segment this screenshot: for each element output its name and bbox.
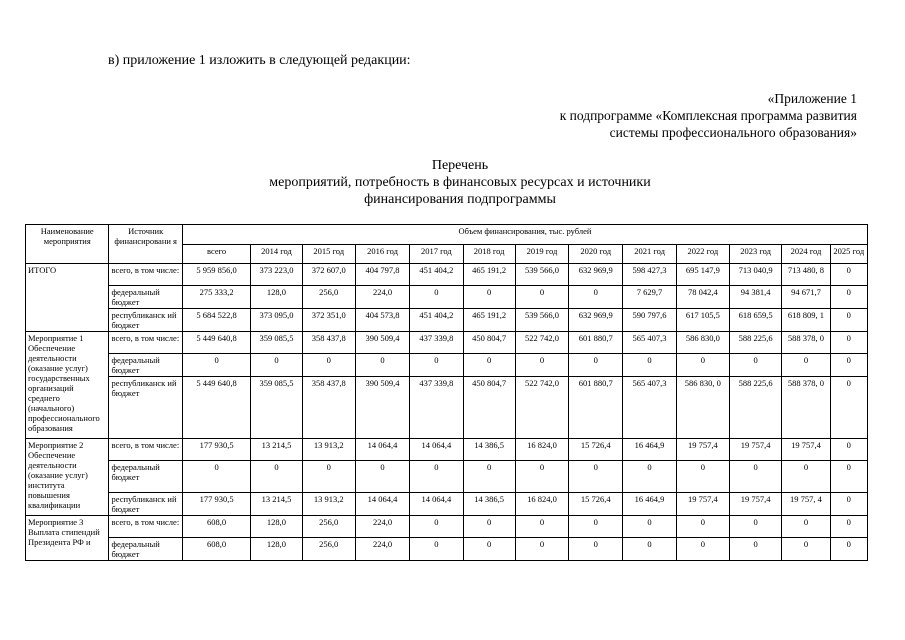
funding-value: 451 404,2 [410,309,463,332]
header-year: 2016 год [355,244,409,264]
funding-value: 0 [782,516,830,538]
appendix-header [437,90,857,141]
funding-value: 14 386,5 [463,493,515,516]
funding-value: 0 [730,538,782,561]
table-row [26,377,868,439]
funding-value: 590 797,6 [623,309,676,332]
funding-value: 565 407,3 [623,377,676,439]
funding-value: 0 [355,354,409,377]
funding-value: 13 214,5 [251,439,302,461]
funding-value: 451 404,2 [410,264,463,286]
funding-value: 0 [569,516,623,538]
header-source: Источник финансировани я [109,225,182,264]
funding-value: 404 797,8 [355,264,409,286]
funding-value: 177 930,5 [182,439,250,461]
funding-value: 586 830, 0 [676,377,729,439]
funding-value: 0 [830,354,867,377]
funding-value: 224,0 [355,286,409,309]
funding-value: 19 757,4 [730,439,782,461]
funding-value: 0 [830,286,867,309]
funding-value: 632 969,9 [569,309,623,332]
funding-value: 177 930,5 [182,493,250,516]
funding-value: 19 757,4 [782,439,830,461]
funding-value: 0 [515,354,568,377]
funding-value: 0 [355,461,409,493]
header-year: 2025 год [830,244,867,264]
funding-value: 14 064,4 [410,493,463,516]
header-year: 2019 год [515,244,568,264]
funding-value: 0 [569,538,623,561]
funding-value: 465 191,2 [463,264,515,286]
funding-value: 0 [782,538,830,561]
funding-value: 0 [730,461,782,493]
funding-value: 0 [623,461,676,493]
funding-value: 608,0 [182,516,250,538]
funding-value: 15 726,4 [569,493,623,516]
funding-value: 632 969,9 [569,264,623,286]
funding-value: 14 064,4 [355,493,409,516]
funding-value: 695 147,9 [676,264,729,286]
table-row [26,264,868,286]
activity-name: Мероприятие 2 Обеспечение деятельности (оказание услуг) института повышения квалификации [26,439,109,516]
funding-value: 0 [515,516,568,538]
funding-value: 0 [782,354,830,377]
title-line-3: финансирования подпрограммы [364,192,556,207]
funding-value: 618 809, 1 [782,309,830,332]
funding-value: 0 [515,461,568,493]
funding-value: 359 085,5 [251,332,302,354]
funding-value: 0 [676,538,729,561]
funding-value: 0 [569,461,623,493]
header-name: Наименование мероприятия [26,225,109,264]
funding-value: 15 726,4 [569,439,623,461]
funding-value: 94 381,4 [730,286,782,309]
funding-value: 5 684 522,8 [182,309,250,332]
funding-value: 13 913,2 [302,439,355,461]
funding-source: всего, в том числе: [109,516,182,538]
funding-source: федеральный бюджет [109,538,182,561]
funding-value: 128,0 [251,538,302,561]
appendix-line-2: к подпрограмме «Комплексная программа развития [559,108,857,123]
activity-name: Мероприятие 3 Выплата стипендий Президента РФ и [26,516,109,561]
header-year: 2022 год [676,244,729,264]
funding-value: 608,0 [182,538,250,561]
funding-value: 601 880,7 [569,332,623,354]
funding-value: 275 333,2 [182,286,250,309]
funding-source: всего, в том числе: [109,264,182,286]
funding-value: 0 [782,461,830,493]
funding-table [25,224,868,561]
title-line-1: Перечень [431,158,489,173]
funding-value: 522 742,0 [515,332,568,354]
header-total: всего [182,244,250,264]
funding-value: 713 480, 8 [782,264,830,286]
funding-value: 0 [410,354,463,377]
header-year: 2020 год [569,244,623,264]
funding-value: 588 225,6 [730,377,782,439]
table-row [26,461,868,493]
title-line-2: мероприятий, потребность в финансовых ресурсах и источники [269,175,651,190]
funding-value: 256,0 [302,286,355,309]
table-row [26,516,868,538]
funding-value: 437 339,8 [410,332,463,354]
funding-value: 0 [463,354,515,377]
funding-value: 0 [676,354,729,377]
funding-value: 0 [676,461,729,493]
funding-value: 16 824,0 [515,439,568,461]
funding-value: 565 407,3 [623,332,676,354]
table-row [26,332,868,354]
funding-value: 0 [830,538,867,561]
funding-value: 16 464,9 [623,439,676,461]
funding-value: 0 [830,309,867,332]
funding-value: 0 [251,354,302,377]
header-year: 2023 год [730,244,782,264]
funding-value: 0 [410,538,463,561]
funding-value: 0 [623,354,676,377]
funding-value: 128,0 [251,516,302,538]
funding-value: 450 804,7 [463,332,515,354]
funding-value: 19 757,4 [730,493,782,516]
funding-value: 358 437,8 [302,332,355,354]
funding-value: 601 880,7 [569,377,623,439]
funding-value: 0 [730,354,782,377]
funding-source: всего, в том числе: [109,439,182,461]
activity-name: Мероприятие 1 Обеспечение деятельности (оказание услуг) государственных организаций среднего (начального) профессионального образования [26,332,109,439]
table-row [26,493,868,516]
funding-value: 588 225,6 [730,332,782,354]
header-volume: Объем финансирования, тыс. рублей [182,225,867,245]
funding-value: 358 437,8 [302,377,355,439]
funding-value: 0 [623,516,676,538]
funding-value: 588 378, 0 [782,377,830,439]
funding-value: 0 [463,538,515,561]
funding-value: 224,0 [355,516,409,538]
funding-source: республиканск ий бюджет [109,493,182,516]
funding-value: 78 042,4 [676,286,729,309]
funding-source: федеральный бюджет [109,461,182,493]
funding-source: федеральный бюджет [109,354,182,377]
funding-value: 0 [730,516,782,538]
funding-value: 0 [302,461,355,493]
header-row [26,225,868,245]
header-year: 2021 год [623,244,676,264]
funding-value: 450 804,7 [463,377,515,439]
funding-value: 617 105,5 [676,309,729,332]
document-title [160,157,760,208]
funding-value: 437 339,8 [410,377,463,439]
funding-value: 0 [623,538,676,561]
funding-value: 14 386,5 [463,439,515,461]
funding-value: 522 742,0 [515,377,568,439]
activity-name: ИТОГО [26,264,109,332]
funding-source: всего, в том числе: [109,332,182,354]
funding-value: 0 [830,264,867,286]
funding-value: 224,0 [355,538,409,561]
header-year: 2018 год [463,244,515,264]
funding-value: 5 449 640,8 [182,377,250,439]
funding-value: 13 913,2 [302,493,355,516]
intro-text: в) приложение 1 изложить в следующей редакции: [108,53,411,68]
funding-value: 465 191,2 [463,309,515,332]
funding-value: 359 085,5 [251,377,302,439]
funding-value: 19 757, 4 [782,493,830,516]
funding-value: 0 [515,538,568,561]
funding-value: 0 [463,286,515,309]
table-row [26,354,868,377]
funding-value: 0 [515,286,568,309]
funding-value: 16 464,9 [623,493,676,516]
table-row [26,538,868,561]
funding-value: 586 830,0 [676,332,729,354]
header-year: 2017 год [410,244,463,264]
funding-value: 0 [830,332,867,354]
funding-value: 19 757,4 [676,493,729,516]
funding-value: 0 [830,493,867,516]
funding-value: 256,0 [302,516,355,538]
appendix-line-3: системы профессионального образования» [609,125,857,140]
funding-value: 94 671,7 [782,286,830,309]
funding-value: 373 223,0 [251,264,302,286]
funding-value: 539 566,0 [515,309,568,332]
funding-value: 7 629,7 [623,286,676,309]
funding-value: 14 064,4 [355,439,409,461]
table-row [26,439,868,461]
funding-value: 0 [830,377,867,439]
funding-value: 0 [463,516,515,538]
funding-value: 19 757,4 [676,439,729,461]
funding-value: 0 [182,354,250,377]
funding-value: 0 [463,461,515,493]
funding-value: 404 573,8 [355,309,409,332]
appendix-line-1: «Приложение 1 [767,91,857,106]
funding-value: 0 [830,461,867,493]
funding-value: 5 449 640,8 [182,332,250,354]
funding-source: республиканск ий бюджет [109,377,182,439]
funding-value: 256,0 [302,538,355,561]
funding-value: 372 351,0 [302,309,355,332]
table-row [26,286,868,309]
funding-value: 14 064,4 [410,439,463,461]
header-year: 2014 год [251,244,302,264]
funding-value: 372 607,0 [302,264,355,286]
funding-value: 0 [676,516,729,538]
funding-value: 390 509,4 [355,332,409,354]
funding-source: федеральный бюджет [109,286,182,309]
funding-value: 128,0 [251,286,302,309]
funding-value: 0 [410,461,463,493]
funding-value: 0 [569,286,623,309]
funding-value: 373 095,0 [251,309,302,332]
funding-value: 0 [830,516,867,538]
funding-value: 0 [182,461,250,493]
funding-value: 0 [569,354,623,377]
funding-value: 0 [410,516,463,538]
table-row [26,309,868,332]
funding-value: 618 659,5 [730,309,782,332]
header-year: 2015 год [302,244,355,264]
funding-value: 0 [410,286,463,309]
header-year: 2024 год [782,244,830,264]
funding-value: 0 [830,439,867,461]
funding-value: 390 509,4 [355,377,409,439]
funding-value: 539 566,0 [515,264,568,286]
funding-value: 0 [302,354,355,377]
funding-value: 713 040,9 [730,264,782,286]
funding-value: 13 214,5 [251,493,302,516]
funding-value: 16 824,0 [515,493,568,516]
funding-source: республиканск ий бюджет [109,309,182,332]
funding-value: 0 [251,461,302,493]
funding-value: 588 378, 0 [782,332,830,354]
funding-value: 5 959 856,0 [182,264,250,286]
funding-value: 598 427,3 [623,264,676,286]
